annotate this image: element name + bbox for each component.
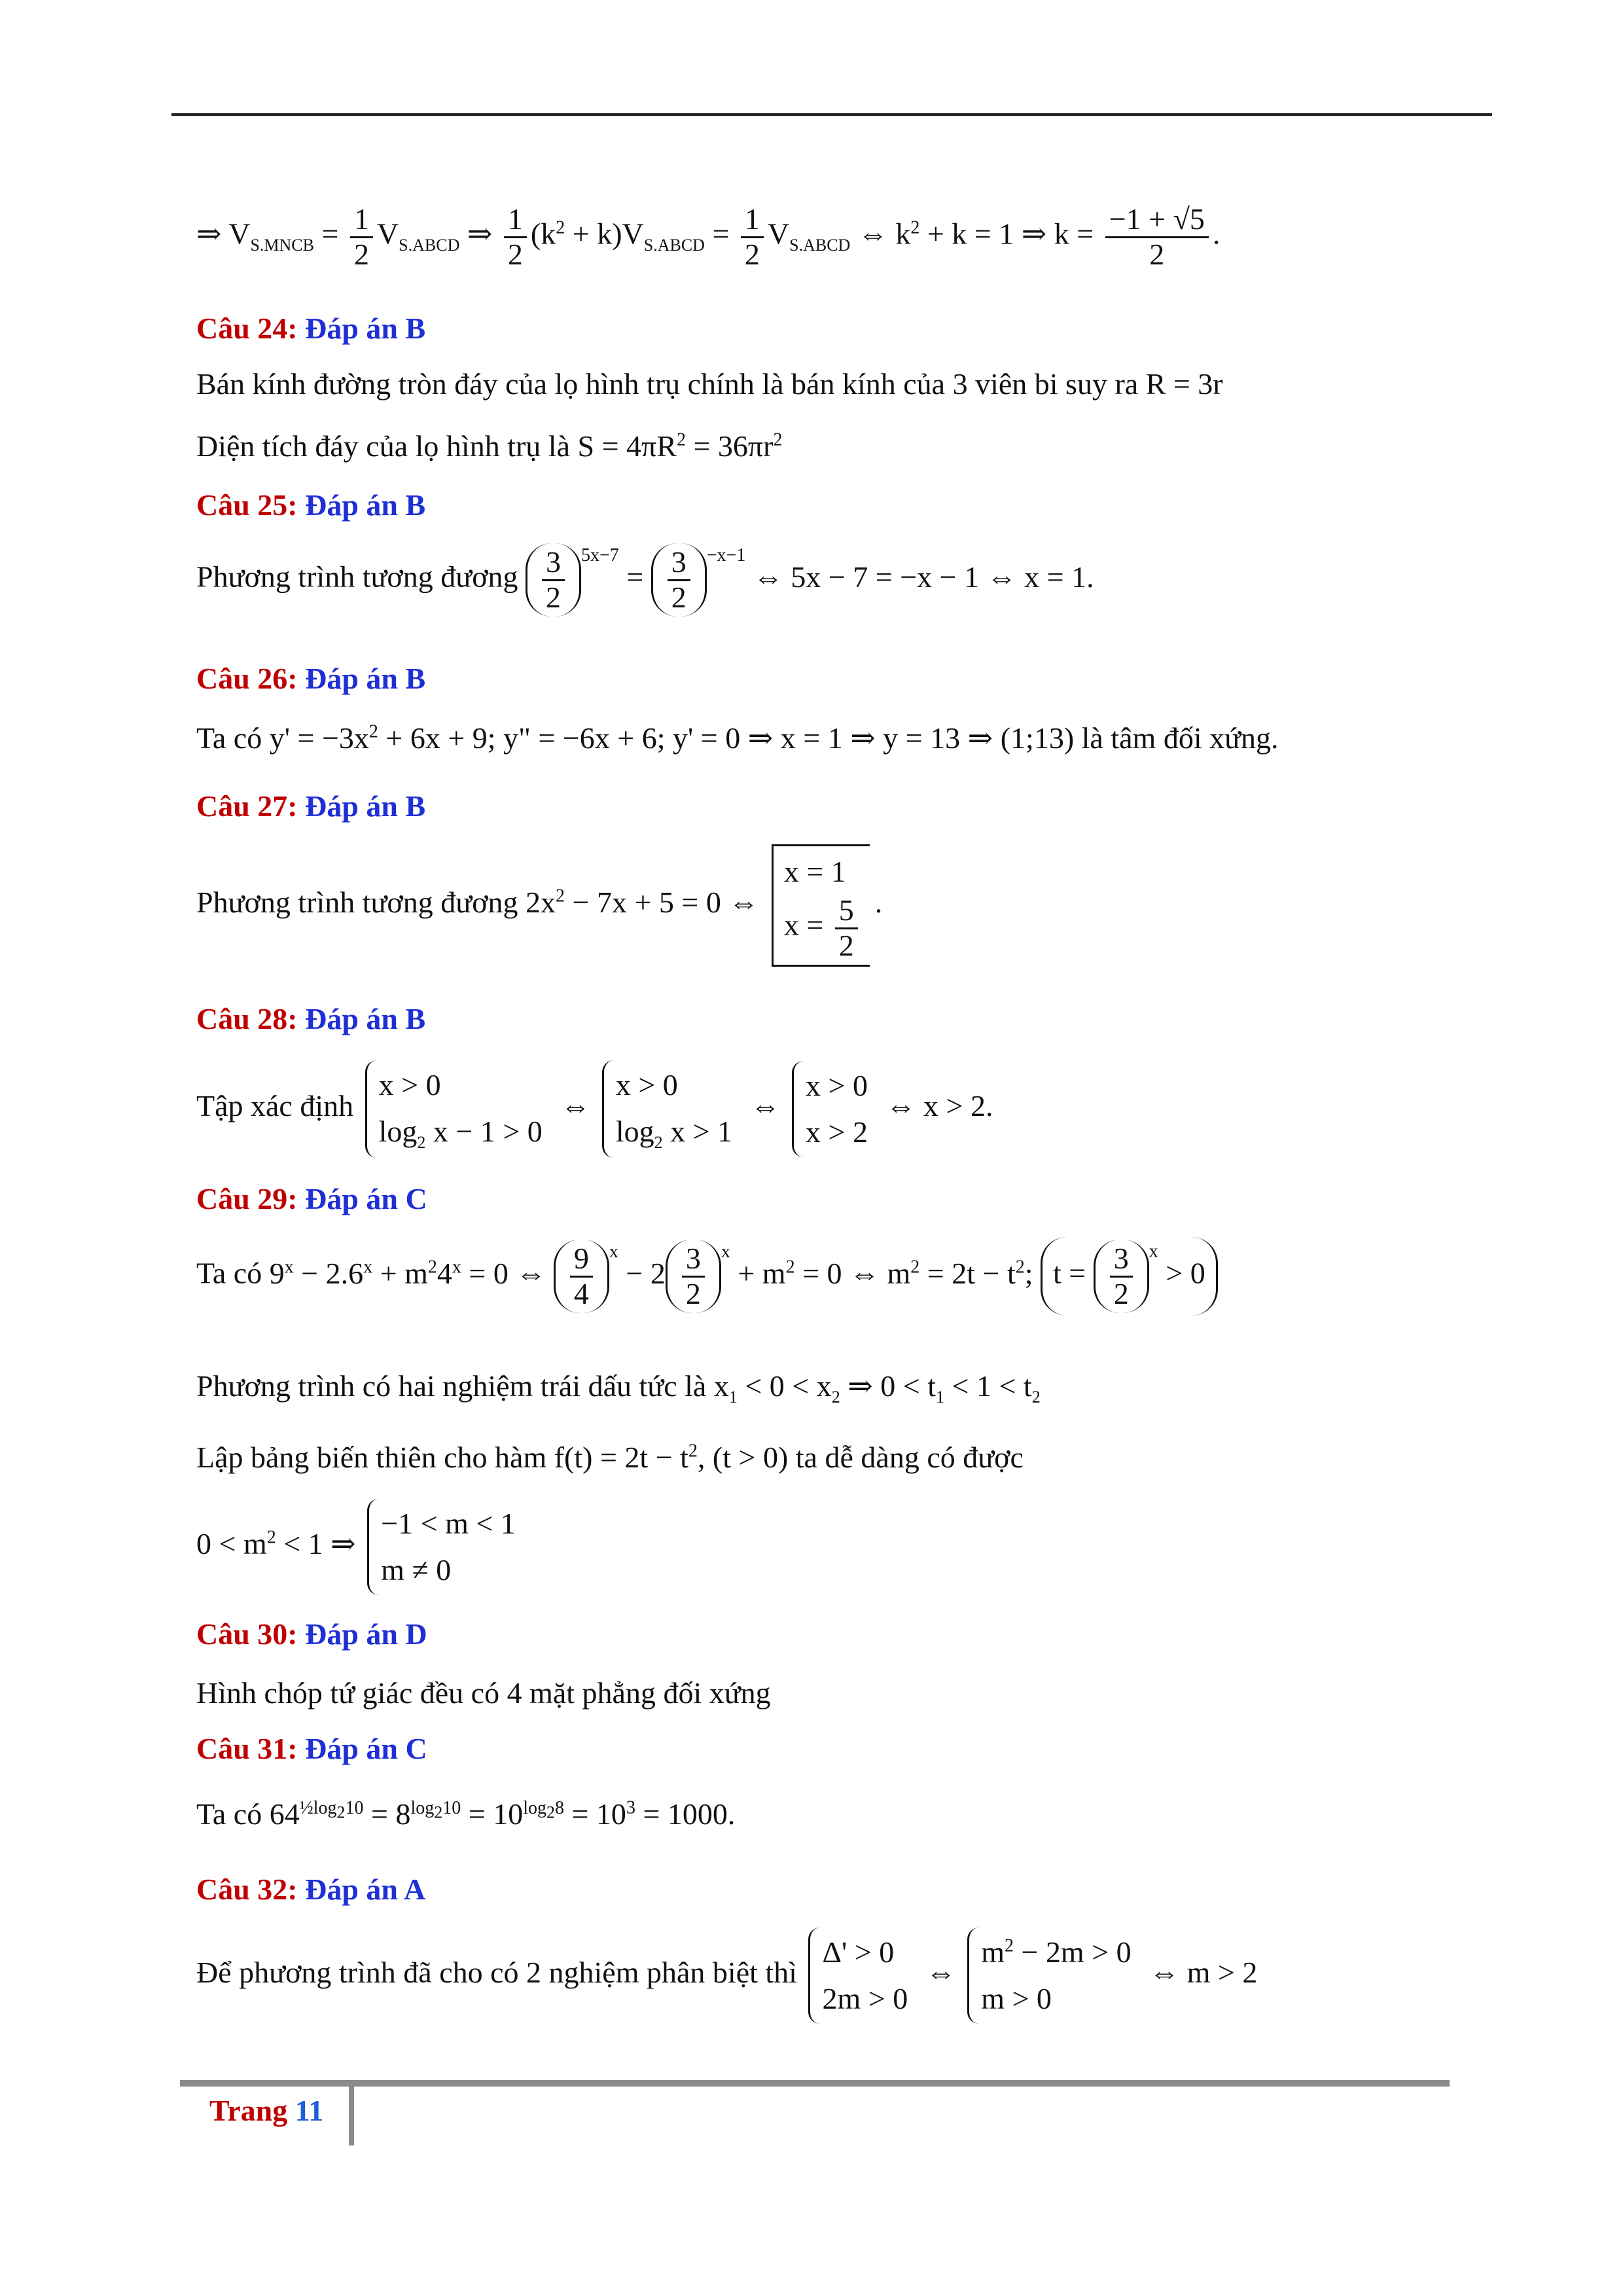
question-25-heading: Câu 25: Đáp án B — [196, 488, 426, 522]
question-26-heading: Câu 26: Đáp án B — [196, 662, 426, 695]
question-30-heading: Câu 30: Đáp án D — [196, 1617, 427, 1651]
question-29-heading: Câu 29: Đáp án C — [196, 1182, 427, 1215]
q27-line-1: Phương trình tương đương $2x^2 - 7x + 5 = 0$ ⇔ x = 1 x = $\frac{5}{2}$ . — [196, 844, 882, 967]
question-32-heading: Câu 32: Đáp án A — [196, 1873, 426, 1906]
question-28-heading: Câu 28: Đáp án B — [196, 1002, 426, 1035]
question-24-heading: Câu 24: Đáp án B — [196, 312, 426, 345]
q29-line-3: Lập bảng biến thiên cho hàm $f(t) = 2t - t^2$, (t > 0) ta dễ dàng có được — [196, 1441, 1024, 1474]
q28-line-1: Tập xác định x > 0 $\log_2 x - 1 > 0$ ⇔ x > 0 $\log_2 x > 1$ ⇔ x > 0 x > 2 ⇔ x > 2. — [196, 1060, 993, 1158]
q29-line-2: Phương trình có hai nghiệm trái dấu tức là $x_1 < 0 < x_2$ ⇒ $0 < t_1 < 1 < t_2$ — [196, 1369, 1041, 1407]
question-27-heading: Câu 27: Đáp án B — [196, 789, 426, 823]
q24-line-2: Diện tích đáy của lọ hình trụ là $S = 4\pi R^2 = 36\pi r^2$ — [196, 429, 783, 463]
q24-line-1: Bán kính đường tròn đáy của lọ hình trụ chính là bán kính của 3 viên bi suy ra R = 3r — [196, 367, 1223, 401]
q29-line-1: Ta có $9^x - 2.6^x + m^24^x = 0$ ⇔ $\frac{9}{4}$ $^x$ − 2 $\frac{3}{2}$ $^x + m^2 = 0$ ⇔ $m^2 = 2t - t^2$; t = $\frac{3}{2}$ $^x$ > 0 — [196, 1237, 1218, 1316]
top-equation: ⇒ $V_{S.MNCB}$ = $\frac{1}{2}$ $V_{S.ABCD}$ ⇒ $\frac{1}{2}$ $(k^2 + k)V_{S.ABCD}$ = $\frac{1}{2}$ $V_{S.ABCD}$ ⇔ $k^2 + k = 1$ ⇒ k = $\frac{-1 + √5}{2}$ . — [196, 202, 1221, 271]
q29-line-4: $0 < m^2 < 1$ ⇒ −1 < m < 1 m ≠ 0 — [196, 1499, 526, 1595]
q26-line-1: Ta có $y' = -3x^2 + 6x + 9$; y" = −6x + 6; y' = 0 ⇒ x = 1 ⇒ y = 13 ⇒ (1;13) là tâm đối xứng. — [196, 721, 1279, 755]
q32-line-1: Để phương trình đã cho có 2 nghiệm phân biệt thì Δ' > 0 2m > 0 ⇔ $m^2 - 2m > 0$ m > 0 ⇔ m > 2 — [196, 1928, 1257, 2024]
header-rule — [171, 113, 1492, 116]
footer-divider — [349, 2087, 354, 2145]
page-number: Trang 11 — [209, 2094, 324, 2127]
question-31-heading: Câu 31: Đáp án C — [196, 1732, 427, 1765]
q25-line-1: Phương trình tương đương $\frac{3}{2}$ $^{5x-7}$ = $\frac{3}{2}$ $^{-x-1}$ ⇔ 5x − 7 = −x − 1 ⇔ x = 1. — [196, 543, 1094, 617]
q30-line-1: Hình chóp tứ giác đều có 4 mặt phẳng đối xứng — [196, 1676, 771, 1710]
footer-rule — [180, 2080, 1450, 2087]
q31-line-1: Ta có $64^{\frac{1}{2}log_210} = 8^{log_210} = 10^{log_28} = 10^3 = 1000$. — [196, 1797, 736, 1831]
